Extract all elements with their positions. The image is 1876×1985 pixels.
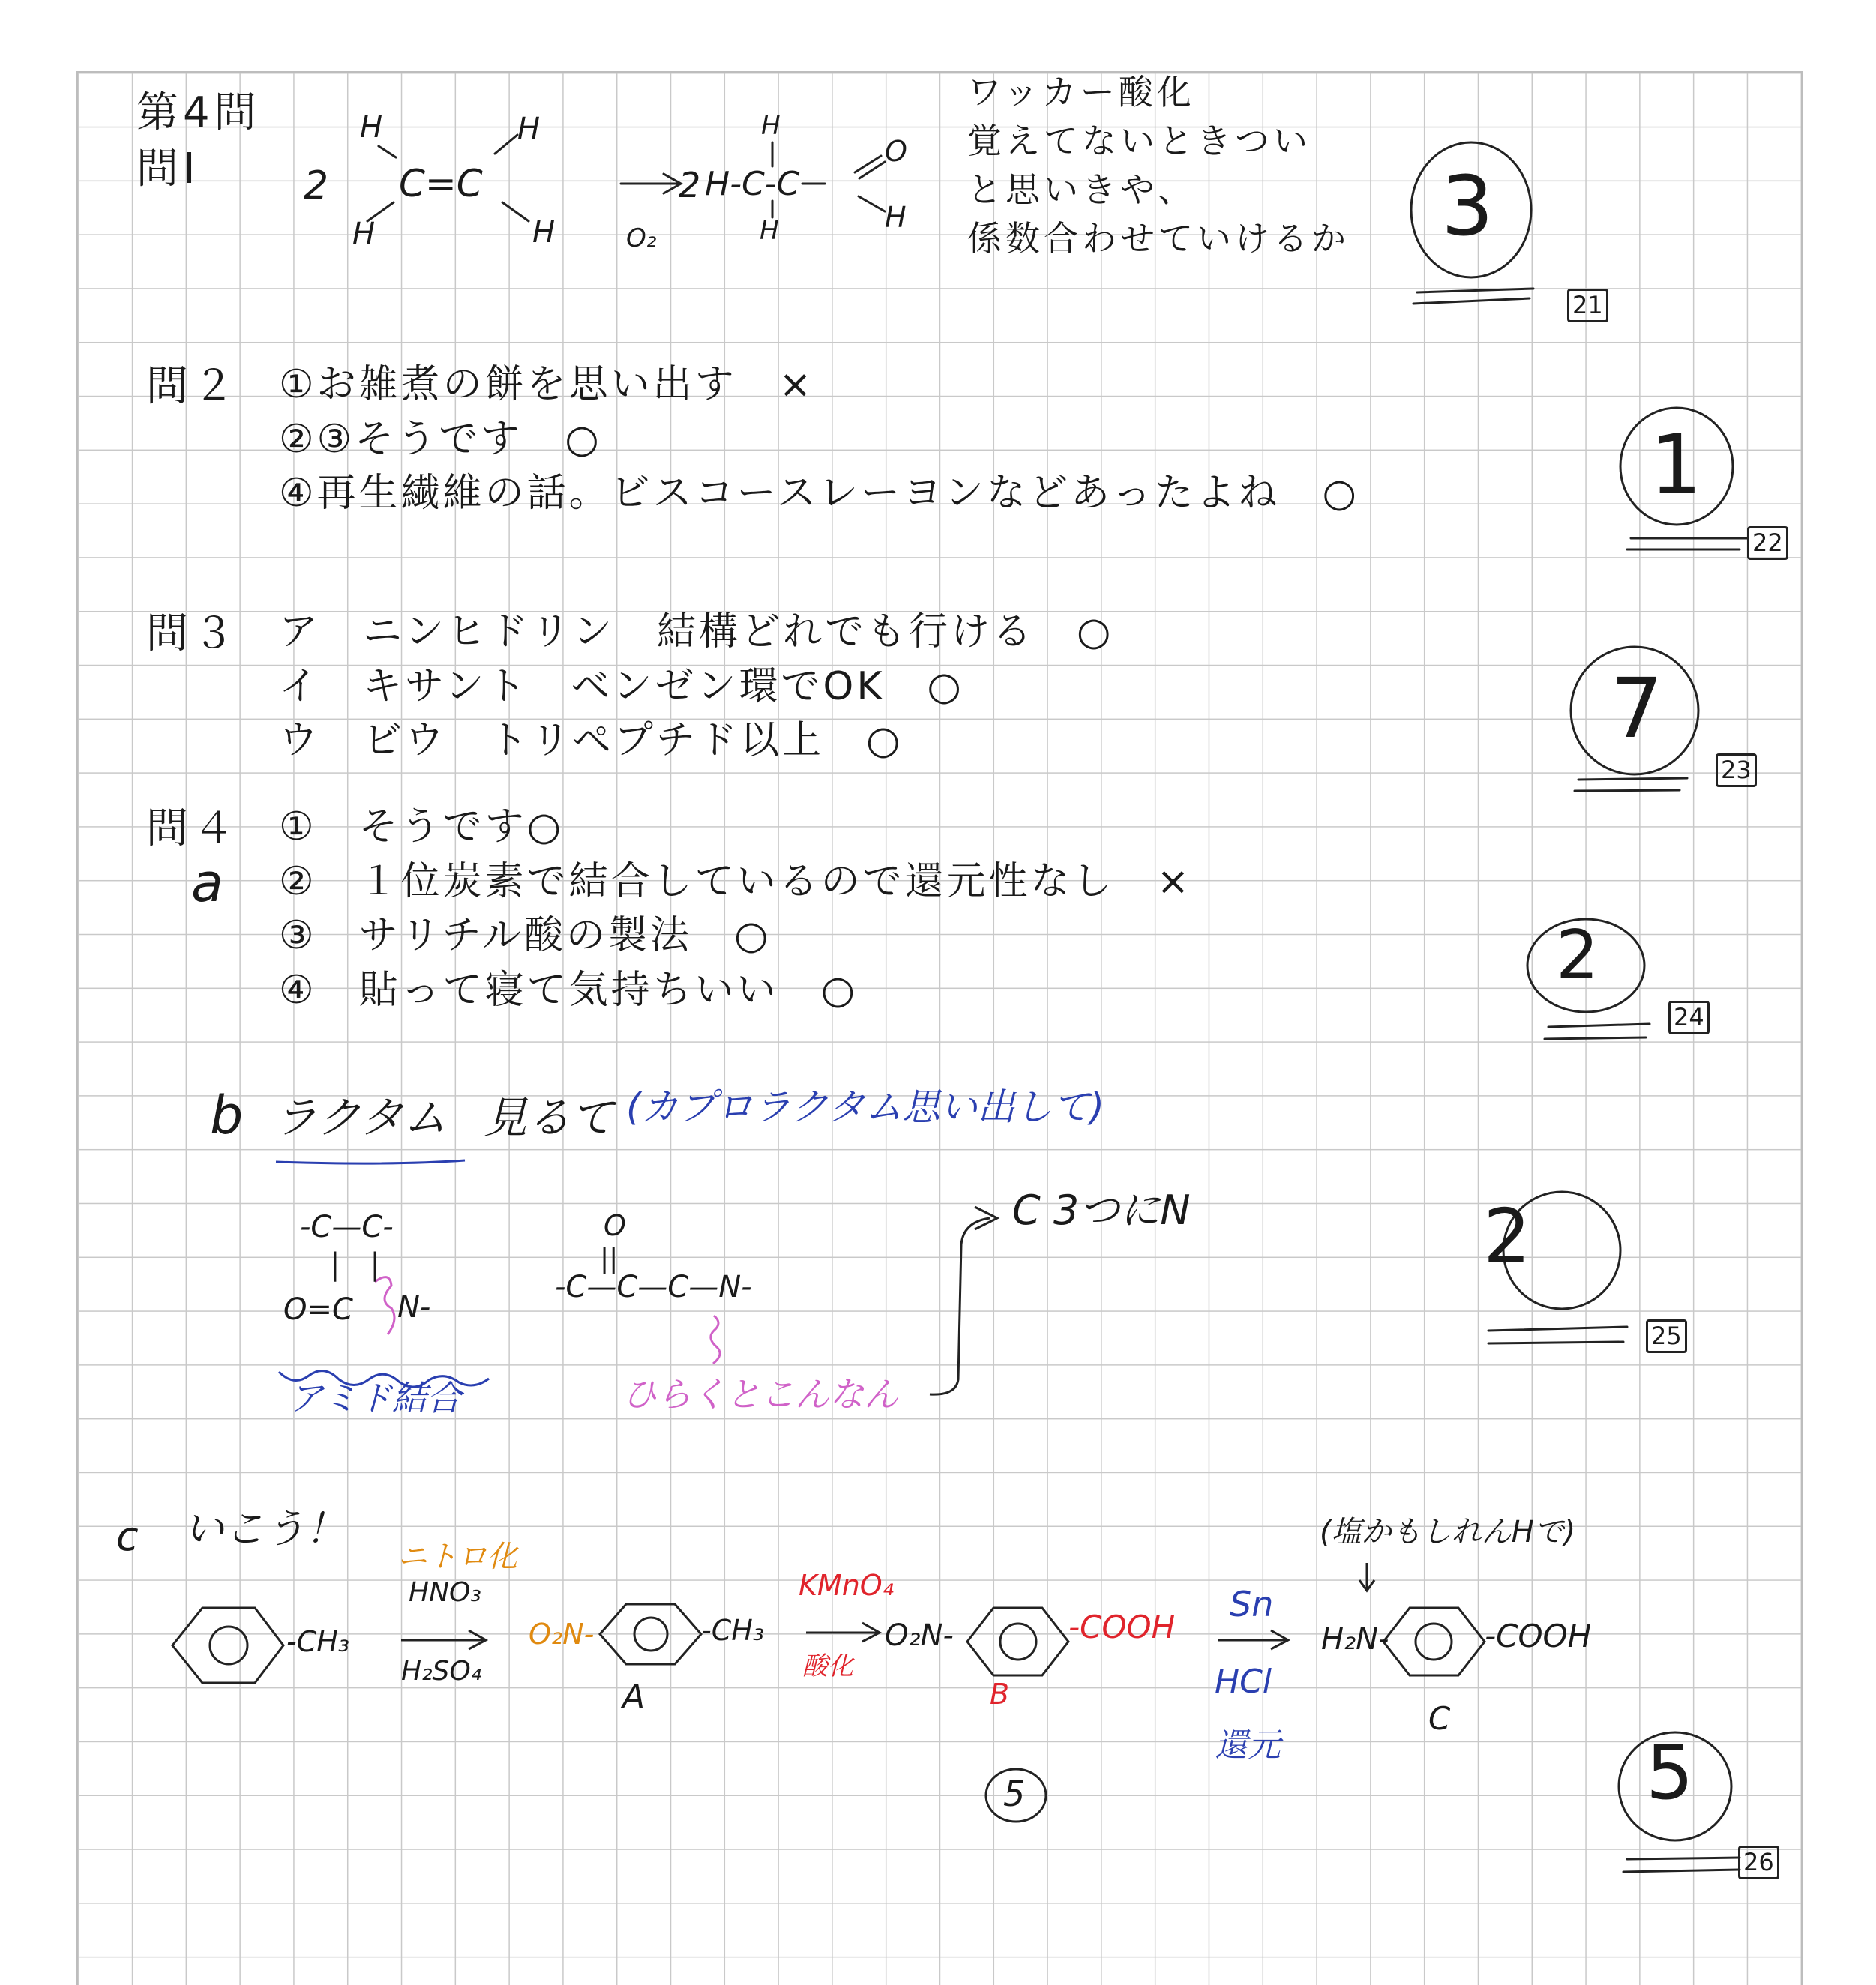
lactam-underline [276,1160,465,1163]
down-arrow [1359,1563,1374,1591]
q4-sub-c: c [116,1513,139,1560]
step3-label: 還元 [1215,1726,1281,1765]
ring-top: -C—C- [300,1210,394,1244]
answer-box-number: 26 [1738,1846,1779,1879]
step1-reagent: HNO₃ [409,1577,481,1608]
bracket-arrow [930,1207,997,1394]
q3-line: イ キサント ベンゼン環でOK ○ [279,664,964,709]
q1-product-h: H [885,201,907,234]
step-arrow [806,1623,880,1642]
benzene-ring [967,1608,1068,1675]
answer-underline [1627,538,1747,549]
answer-number: 7 [1611,660,1663,756]
step3-reagent-2: HCl [1215,1663,1272,1701]
benzene-inner [210,1627,247,1664]
q1-note-line: 覚えてないときつい [967,121,1311,161]
answer-box-number: 23 [1716,753,1757,787]
open-note: ひらくとこんなん [622,1374,898,1415]
lactam-label-2: 見るて [484,1092,614,1143]
lactam-label: ラクタム [274,1092,447,1143]
b-nitro-group: O₂N- [885,1618,954,1653]
q1-product-coef: 2 [679,165,701,205]
answer-underline [1575,778,1687,791]
q2-line: ①お雑煮の餅を思い出す × [279,362,815,407]
caprolactam-note: (カプロラクタム思い出して) [626,1085,1105,1129]
q3-label: 問３ [146,609,239,658]
q3-line: ウ ビウ トリペプチド以上 ○ [279,718,904,763]
q4-line: ① そうです○ [279,804,564,849]
q1-product-chain: H-C-C [705,165,800,203]
toluene-methyl: -CH₃ [286,1625,350,1658]
step3-reagent: Sn [1230,1584,1274,1624]
answer-box-number: 22 [1747,526,1788,560]
q1-h: H [360,110,383,145]
benzene-ring [600,1604,701,1664]
q4-line: ④ 貼って寝て気持ちいい ○ [279,968,858,1013]
amide-label: アミド結合 [289,1378,461,1418]
b-answer-number: 5 [1003,1774,1026,1814]
q4-line: ③ サリチル酸の製法 ○ [279,913,772,958]
step1-label: ニトロ化 [397,1540,517,1574]
step2-reagent: KMnO₄ [799,1569,894,1602]
q1-h: H [352,217,376,251]
benzene-inner [1416,1624,1452,1660]
bond-line [495,135,517,154]
q1-h: H [532,215,556,250]
benzene-ring [1383,1608,1485,1675]
answer-number: 2 [1556,916,1599,995]
answer-box-number: 24 [1668,1001,1710,1034]
ring-carbonyl: O=C [283,1292,353,1327]
bond-line [859,196,885,211]
reaction-arrow [621,174,681,193]
bond-line [502,202,529,221]
ring-nitrogen: N- [397,1290,431,1325]
q1-product-h: H [761,111,781,141]
answer-underline [1545,1024,1650,1039]
open-chain: -C—C—C—N- [555,1270,752,1304]
step2-label: 酸化 [802,1651,853,1681]
answer-underline [1623,1858,1740,1872]
c-note: (塩かもしれんHで) [1320,1515,1576,1549]
q1-note-line: と思いきや、 [967,169,1197,210]
answer-number: 2 [1483,1193,1531,1280]
q2-label: 問２ [146,362,239,411]
open-chain-double-bond: || [600,1244,619,1274]
answer-underline [1488,1327,1627,1343]
q2-line: ④再生繊維の話。ビスコースレーヨンなどあったよね ○ [279,471,1359,516]
q1-h: H [517,112,541,146]
benzene-inner [634,1618,667,1651]
q1-coef: 2 [304,163,329,208]
answer-number: 3 [1441,158,1494,254]
q4-label: 問４ [146,804,239,853]
q1-note-line: 係数合わせていけるか [967,218,1350,259]
answer-underline [1413,289,1533,304]
bond-line [855,156,885,178]
open-chain-o: O [604,1209,626,1242]
answer-box-number: 21 [1567,289,1608,322]
step-arrow [401,1630,486,1649]
break-mark [711,1316,720,1364]
benzene-ring [172,1608,283,1683]
benzene-inner [1000,1624,1036,1660]
q3-line: ア ニンヒドリン 結構どれでも行ける ○ [279,609,1114,654]
ring-bars: | | [330,1247,380,1282]
a-nitro-group: O₂N- [529,1618,595,1651]
q1-label: 問Ⅰ [136,145,200,193]
a-methyl: -CH₃ [701,1614,765,1647]
compound-a-label: A [622,1678,646,1716]
b-carboxyl: -COOH [1068,1609,1176,1645]
c-amino-group: H₂N- [1321,1622,1389,1657]
q1-product-o: O [885,135,907,168]
bond-line [379,146,396,157]
c-heading: いこう！ [184,1505,346,1552]
step1-reagent-2: H₂SO₄ [401,1656,482,1687]
q1-ethylene: C=C [399,162,483,205]
compound-b-label: B [990,1678,1010,1711]
break-mark [375,1277,394,1334]
compound-c-label: C [1428,1700,1451,1737]
q2-line: ②③そうです ○ [279,417,602,462]
q1-product-h: H [760,216,779,246]
page-title: 第4問 [136,88,261,137]
q4-sub-a: a [191,852,223,914]
q1-note-line: ワッカー酸化 [967,72,1195,112]
step-arrow [1218,1630,1288,1649]
answer-number: 5 [1646,1729,1694,1816]
q4-line: ② １位炭素で結合しているので還元性なし × [279,859,1193,904]
c3n-note: C 3つにN [1012,1187,1191,1234]
answer-number: 1 [1650,417,1702,513]
q4-sub-b: b [210,1085,244,1146]
answer-box-number: 25 [1646,1319,1687,1353]
q1-reagent: O₂ [626,223,657,253]
c-carboxyl: -COOH [1485,1618,1592,1654]
